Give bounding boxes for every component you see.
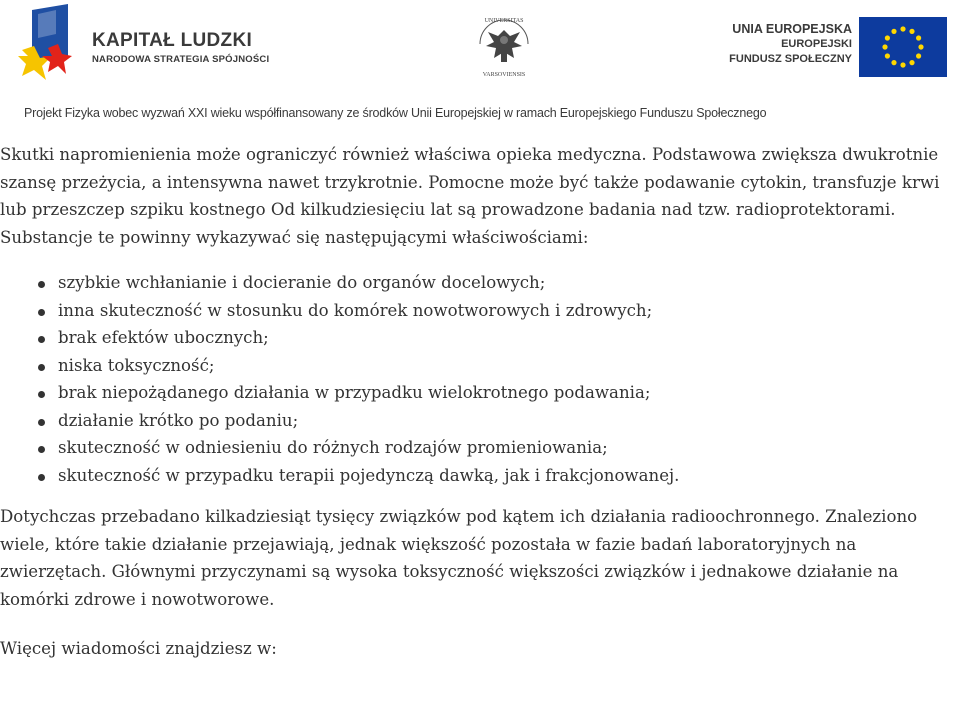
eu-line-2: EUROPEJSKI	[781, 38, 852, 50]
eu-star-icon	[885, 53, 890, 58]
eu-star-icon	[900, 62, 905, 67]
list-item-text: działanie krótko po podaniu;	[58, 410, 299, 430]
eu-star-icon	[900, 26, 905, 31]
eu-star-icon	[916, 53, 921, 58]
list-item	[0, 434, 960, 462]
more-info-line: Więcej wiadomości znajdziesz w:	[0, 639, 277, 658]
bullet-dot-icon	[38, 364, 45, 371]
eu-text-block	[729, 22, 852, 67]
eu-star-icon	[909, 60, 914, 65]
bullet-dot-icon	[38, 309, 45, 316]
kapital-ludzki-title: KAPITAŁ LUDZKI	[92, 30, 253, 51]
list-item	[0, 324, 960, 352]
list-item	[0, 269, 960, 297]
list-item	[0, 297, 960, 325]
eu-star-icon	[885, 35, 890, 40]
eu-star-icon	[891, 60, 896, 65]
list-item-text: skuteczność w przypadku terapii pojedynczą dawką, jak i frakcjonowanej.	[58, 465, 680, 485]
kapital-ludzki-logo-icon	[18, 4, 88, 86]
eu-star-icon	[882, 44, 887, 49]
project-line: Projekt Fizyka wobec wyzwań XXI wieku współfinansowany ze środków Unii Europejskiej w ramach Europejskiego Funduszu Społecznego	[24, 106, 767, 120]
list-item-text: skuteczność w odniesieniu do różnych rodzajów promieniowania;	[58, 438, 608, 457]
paragraph-1: Skutki napromienienia może ograniczyć również właściwa opieka medyczna. Podstawowa zwiększa dwukrotnie szansę przeżycia, a intensywna nawet trzykrotnie. Pomocne może być także podawanie cytokin, transfuzje krwi lub przeszczep szpiku kostnego Od kilkudziesięciu lat są prowadzone badania nad tzw. radioprotektorami. Substancje te powinny wykazywać się następującymi właściwościami:	[0, 145, 940, 247]
bullet-dot-icon	[38, 474, 45, 481]
bullet-dot-icon	[38, 336, 45, 343]
eu-star-icon	[916, 35, 921, 40]
list-item-text: niska toksyczność;	[58, 355, 215, 375]
university-seal-icon	[470, 10, 538, 82]
paragraph-2: Dotychczas przebadano kilkadziesiąt tysięcy związków pod kątem ich działania radioochronnego. Znaleziono wiele, które takie działanie przejawiają, jednak większość pozostała w fazie badań laboratoryjnych na zwierzętach. Głównymi przyczynami są wysoka toksyczność większości związków i jednakowe działanie na komórki zdrowe i nowotworowe.	[0, 507, 918, 609]
bullet-dot-icon	[38, 391, 45, 398]
bullet-dot-icon	[38, 281, 45, 288]
svg-text:VARSOVIENSIS: VARSOVIENSIS	[482, 72, 526, 78]
eu-star-icon	[909, 29, 914, 34]
eu-star-icon	[891, 29, 896, 34]
list-item-text: inna skuteczność w stosunku do komórek nowotworowych i zdrowych;	[58, 300, 653, 320]
svg-text:UNIVERSITAS: UNIVERSITAS	[484, 18, 524, 24]
header-banner	[0, 0, 960, 128]
eu-flag-icon	[859, 17, 947, 77]
list-item-text: szybkie wchłanianie i docieranie do organów docelowych;	[58, 273, 546, 292]
eu-star-icon	[918, 44, 923, 49]
article-body	[0, 141, 960, 663]
list-item-text: brak efektów ubocznych;	[58, 328, 269, 347]
list-item	[0, 352, 960, 380]
properties-list	[0, 269, 960, 489]
eu-line-3: FUNDUSZ SPOŁECZNY	[729, 53, 852, 65]
list-item	[0, 407, 960, 435]
list-item	[0, 462, 960, 490]
kapital-ludzki-subtitle: NARODOWA STRATEGIA SPÓJNOŚCI	[92, 54, 270, 65]
eu-line-1: UNIA EUROPEJSKA	[732, 22, 852, 36]
bullet-dot-icon	[38, 446, 45, 453]
list-item	[0, 379, 960, 407]
bullet-dot-icon	[38, 419, 45, 426]
list-item-text: brak niepożądanego działania w przypadku wielokrotnego podawania;	[58, 383, 651, 402]
